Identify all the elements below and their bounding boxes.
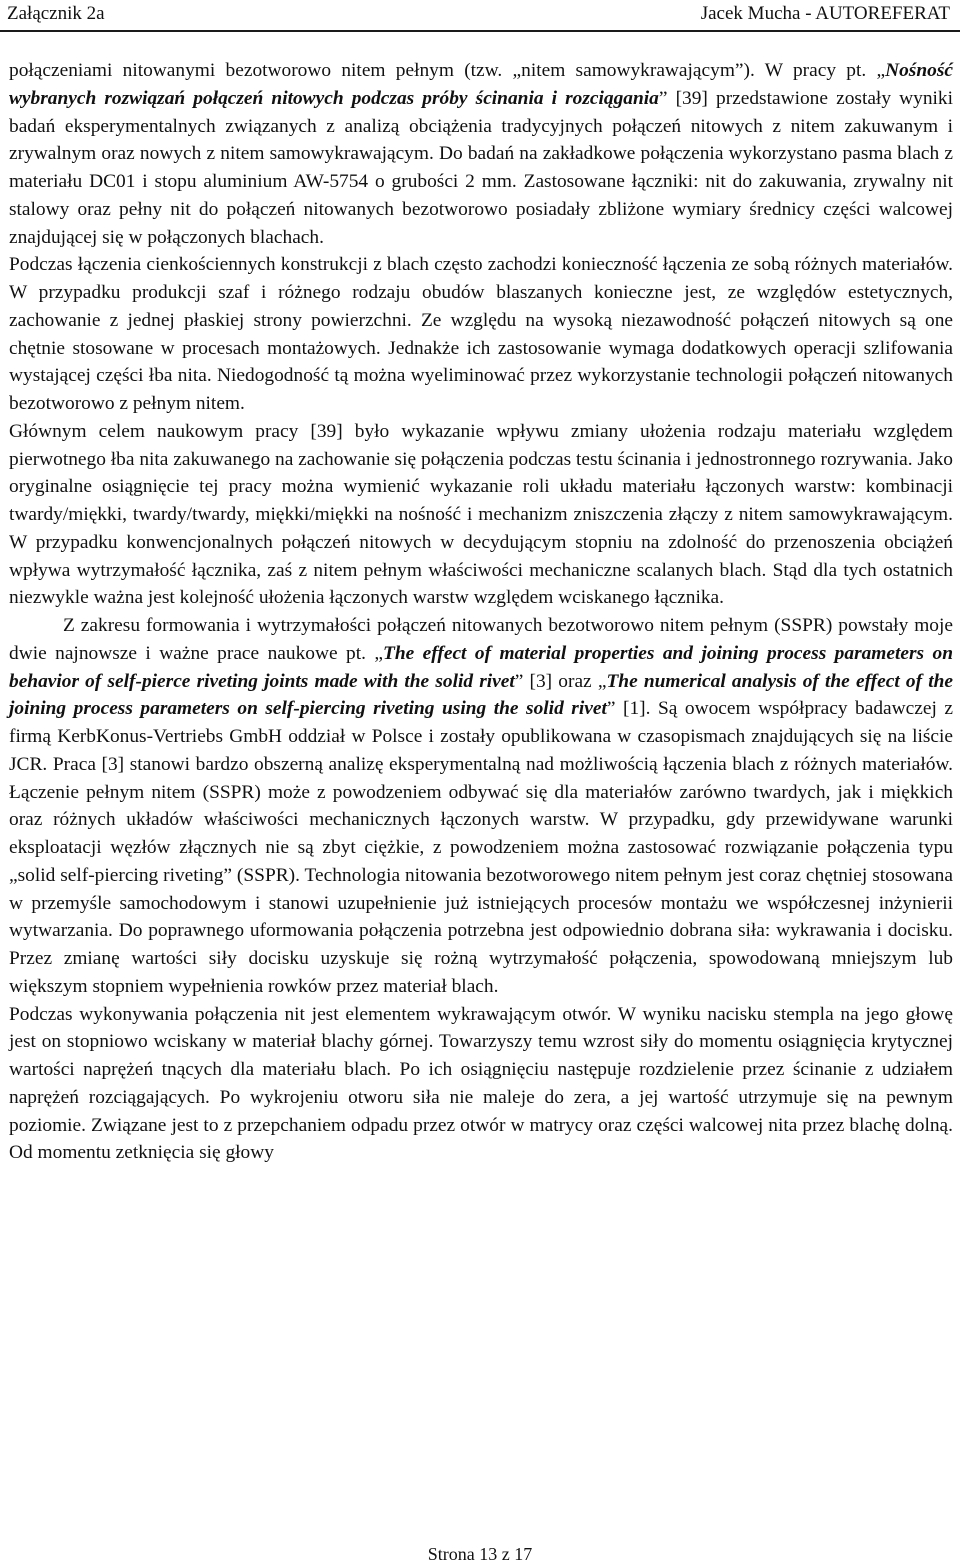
paragraph-text: Podczas łączenia cienkościennych konstrukcji z blach często zachodzi konieczność łączenia ze sobą różnych materiałów. W przypadku produkcji szaf i różnego rodzaju obudów blaszanych konieczne jest, ze względów estetycznych, zachowanie z jednej płaskiej strony powierzchni. Ze względu na wysoką niezawodność połączeń nitowych są one chętnie stosowane w procesach montażowych. Jednakże ich zastosowanie wymaga dodatkowych operacji szlifowania wystającej części łba nita. Niedogodność tą można wyeliminować przez wykorzystanie technologii połączeń nitowanych bezotworowo z pełnym nitem. [9,254,953,414]
page-number-footer: Strona 13 z 17 [427,1544,533,1564]
header-author-title: Jacek Mucha - AUTOREFERAT [700,3,950,24]
body-paragraph [9,1001,953,1168]
paragraph-text: Głównym celem naukowym pracy [39] było wykazanie wpływu zmiany ułożenia rodzaju materiału względem pierwotnego łba nita zakuwanego na zachowanie się połączenia podczas testu ścinania i jednostronnego rozrywania. Jako oryginalne osiągnięcie tej pracy można wymienić wykazanie roli układu materiału łączonych warstw: kombinacji twardy/miękki, twardy/twardy, miękki/miękki na nośność i mechanizm zniszczenia złączy z nitem samowykrawającym. W przypadku konwencjonalnych połączeń nitowych w decydującym stopniu na zdolność do przenoszenia obciążeń wpływa wytrzymałość łącznika, zaś z nitem pełnym właściwości mechaniczne scalanych blach. Stąd dla tych ostatnich niezwykle ważna jest kolejność ułożenia łączonych warstw względem wciskanego łącznika. [9,420,953,609]
paragraph-text: Z zakresu formowania i wytrzymałości połączeń nitowanych bezotworowo nitem pełnym (SSPR) powstały moje dwie najnowsze i ważne prace naukowe pt. „ [9,615,953,664]
publication-title: The numerical analysis of the effect of the joining process parameters on self-piercing riveting using the solid rivet [9,670,953,720]
body-paragraph [9,612,953,1001]
body-paragraph [9,251,953,418]
paragraph-text: ” [1]. Są owocem współpracy badawczej z firmą KerbKonus-Vertriebs GmbH oddział w Polsce i zostały opublikowana w czasopismach znajdujących się na liście JCR. Praca [3] stanowi bardzo obszerną analizę eksperymentalną nad możliwością łączenia blach z różnych materiałów. Łączenie pełnym nitem (SSPR) może z powodzeniem odbywać się dla materiałów zarówno twardych, jak i miękkich oraz różnych układów właściwości mechanicznych łączonych warstw. W przypadku, gdy przewidywane warunki eksploatacji węzłów złącznych nie są zbyt ciężkie, z powodzeniem można zastosować rozwiązanie połączenia typu „solid self-piercing riveting” (SSPR). Technologia nitowania bezotworowego nitem pełnym jest coraz chętniej stosowana w przemyśle samochodowym i stanowi uzupełnienie już istniejących procesów montażu we współczesnej inżynierii wytwarzania. Do poprawnego uformowania połączenia potrzebna jest odpowiednio dobrana siła: wykrawania i docisku. Przez zmianę wartości siły docisku uzyskuje się rożną wytrzymałość połączenia, spowodowaną mniejszym lub większym stopniem wypełnienia rowków przez materiał blach. [9,698,953,997]
paragraph-text: Podczas wykonywania połączenia nit jest elementem wykrawającym otwór. W wyniku nacisku stempla na jego głowę jest on stopniowo wciskany w materiał blachy górnej. Towarzyszy temu wzrost siły do momentu osiągnięcia krytycznej wartości naprężeń tnących dla materiału blach. Po ich osiągnięciu następuje rozdzielenie przez ścinanie z udziałem naprężeń rozciągających. Po wykrojeniu otworu siła nie maleje do zera, a jej wartość utrzymuje się na pewnym poziomie. Związane jest to z przepchaniem odpadu przez otwór w matrycy oraz części walcowej nita przez blachę dolną. Od momentu zetknięcia się głowy [9,1003,953,1164]
page-header [0,0,960,32]
header-attachment-label: Załącznik 2a [7,3,105,24]
document-body [9,57,953,1167]
publication-title: Nośność wybranych rozwiązań połączeń nitowych podczas próby ścinania i rozciągania [9,60,953,109]
paragraph-text: ” [39] przedstawione zostały wyniki badań eksperymentalnych związanych z analizą obciążenia tradycyjnych połączeń nitowych z nitem zakuwanym i zrywalnym oraz nowych z nitem samowykrawającym. Do badań na zakładkowe połączenia wykorzystano pasma blach z materiału DC01 i stopu aluminium AW-5754 o grubości 2 mm. Zastosowane łączniki: nit do zakuwania, zrywalny nit stalowy oraz pełny nit do połączeń nitowanych bezotworowo posiadały zbliżone wymiary średnicy części walcowej znajdującej się w połączonych blachach. [9,87,953,248]
paragraph-text: połączeniami nitowanymi bezotworowo nitem pełnym (tzw. „nitem samowykrawającym”). W pracy pt. „ [9,60,886,81]
publication-title: The effect of material properties and joining process parameters on behavior of self-pierce riveting joints made with the solid rivet [9,642,953,692]
paragraph-text: ” [3] oraz „ [514,670,607,692]
body-paragraph [9,57,953,251]
body-paragraph [9,418,953,612]
